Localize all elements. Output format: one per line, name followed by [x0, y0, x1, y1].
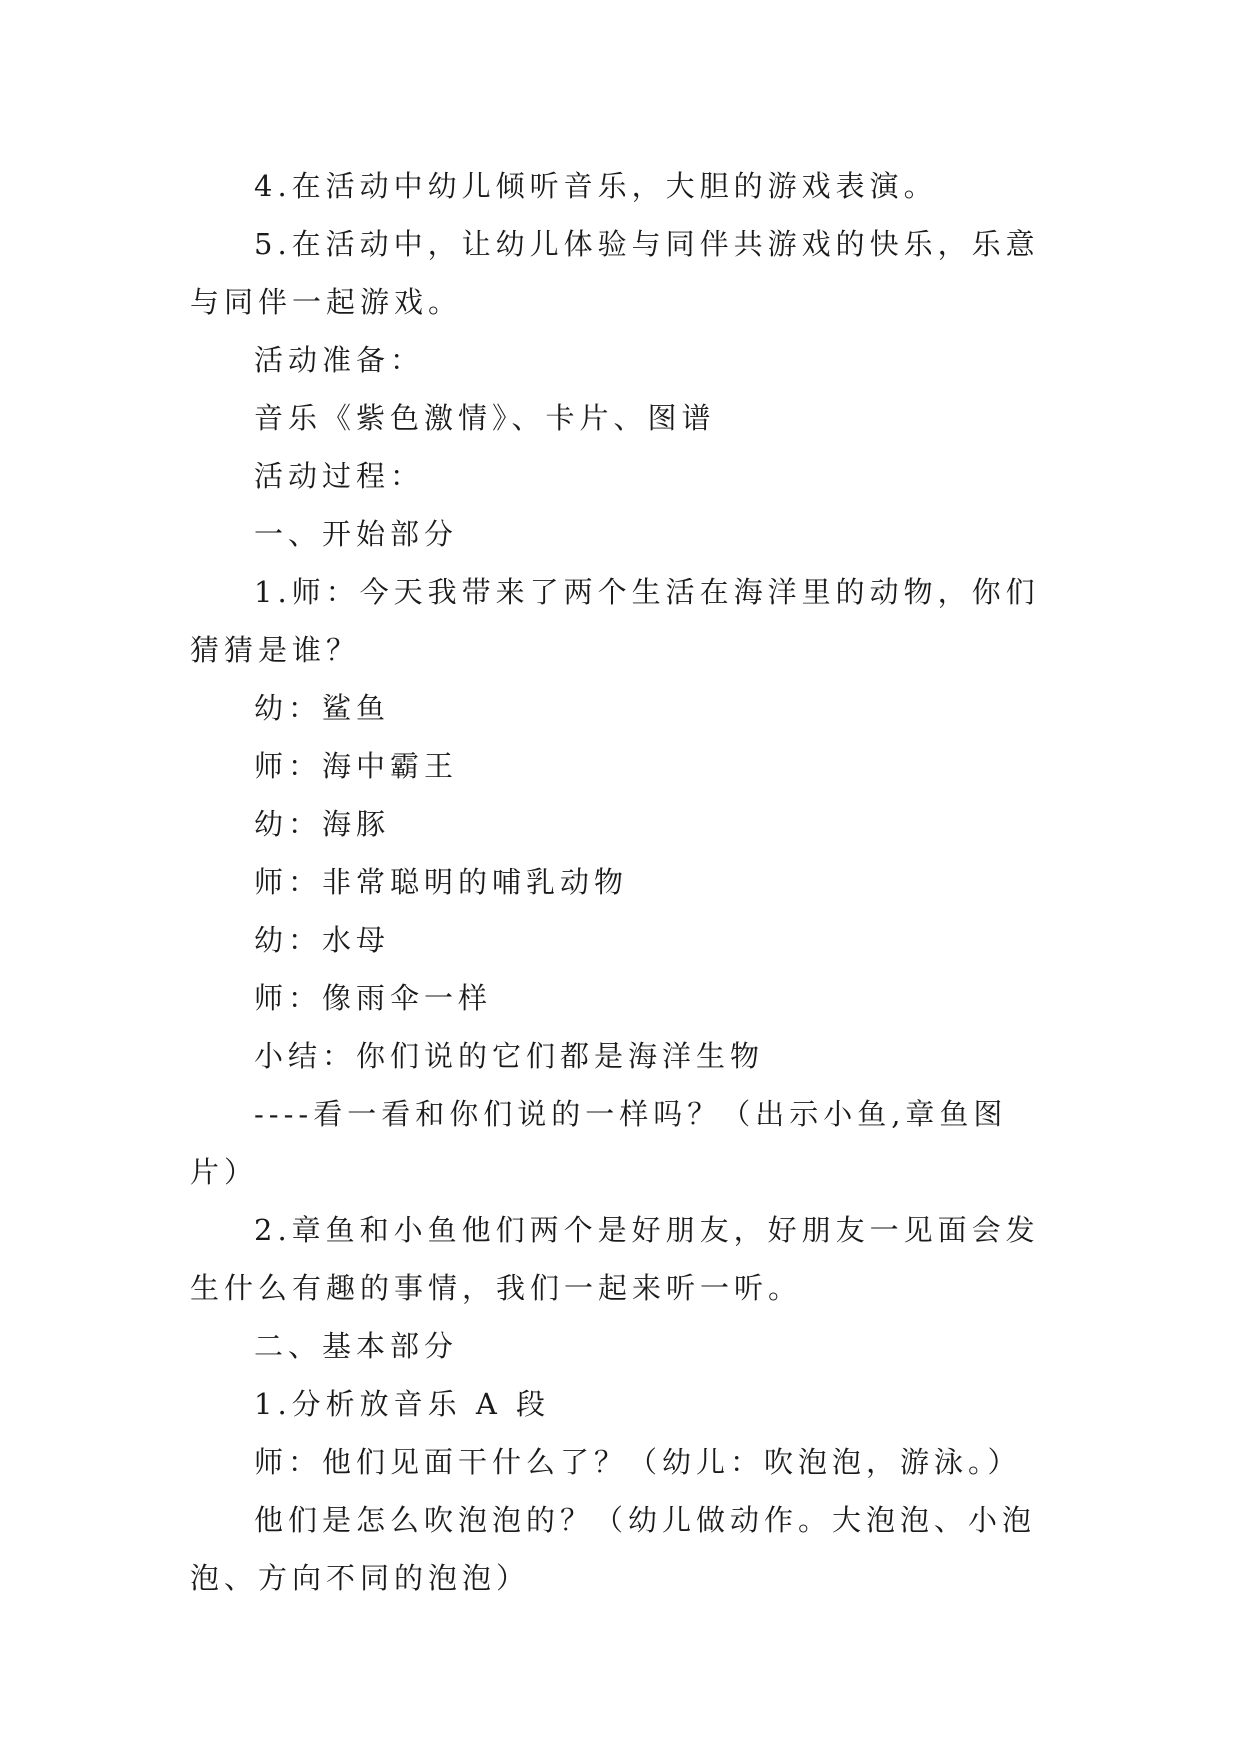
paragraph: ----看一看和你们说的一样吗？（出示小鱼,章鱼图片）: [190, 1097, 1008, 1189]
summary-line: 小结：你们说的它们都是海洋生物: [254, 1039, 765, 1073]
dialogue-line: 师：非常聪明的哺乳动物: [254, 865, 629, 899]
dialogue-line: 幼：海豚: [254, 807, 391, 841]
paragraph: 4.在活动中幼儿倾听音乐，大胆的游戏表演。: [254, 169, 938, 203]
paragraph: 2.章鱼和小鱼他们两个是好朋友，好朋友一见面会发生什么有趣的事情，我们一起来听一听。: [190, 1213, 1040, 1305]
dialogue-line: 幼：水母: [254, 923, 391, 957]
dialogue-line: 师：像雨伞一样: [254, 981, 493, 1015]
section-heading: 一、开始部分: [254, 517, 459, 551]
paragraph: 5.在活动中，让幼儿体验与同伴共游戏的快乐，乐意与同伴一起游戏。: [190, 227, 1040, 319]
paragraph: 音乐《紫色激情》、卡片、图谱: [254, 401, 716, 435]
paragraph: 活动过程：: [254, 459, 425, 493]
dialogue-line: 师：海中霸王: [254, 749, 459, 783]
section-heading: 二、基本部分: [254, 1329, 459, 1363]
document-body: [190, 157, 1050, 1607]
dialogue-line: 幼：鲨鱼: [254, 691, 391, 725]
dialogue-line: 师：他们见面干什么了？（幼儿：吹泡泡，游泳。）: [254, 1445, 1022, 1479]
paragraph: 活动准备：: [254, 343, 425, 377]
paragraph: 1.分析放音乐 A 段: [254, 1387, 551, 1421]
paragraph: 1.师：今天我带来了两个生活在海洋里的动物，你们猜猜是谁？: [190, 575, 1040, 667]
paragraph: 他们是怎么吹泡泡的？（幼儿做动作。大泡泡、小泡泡、方向不同的泡泡）: [190, 1503, 1037, 1595]
